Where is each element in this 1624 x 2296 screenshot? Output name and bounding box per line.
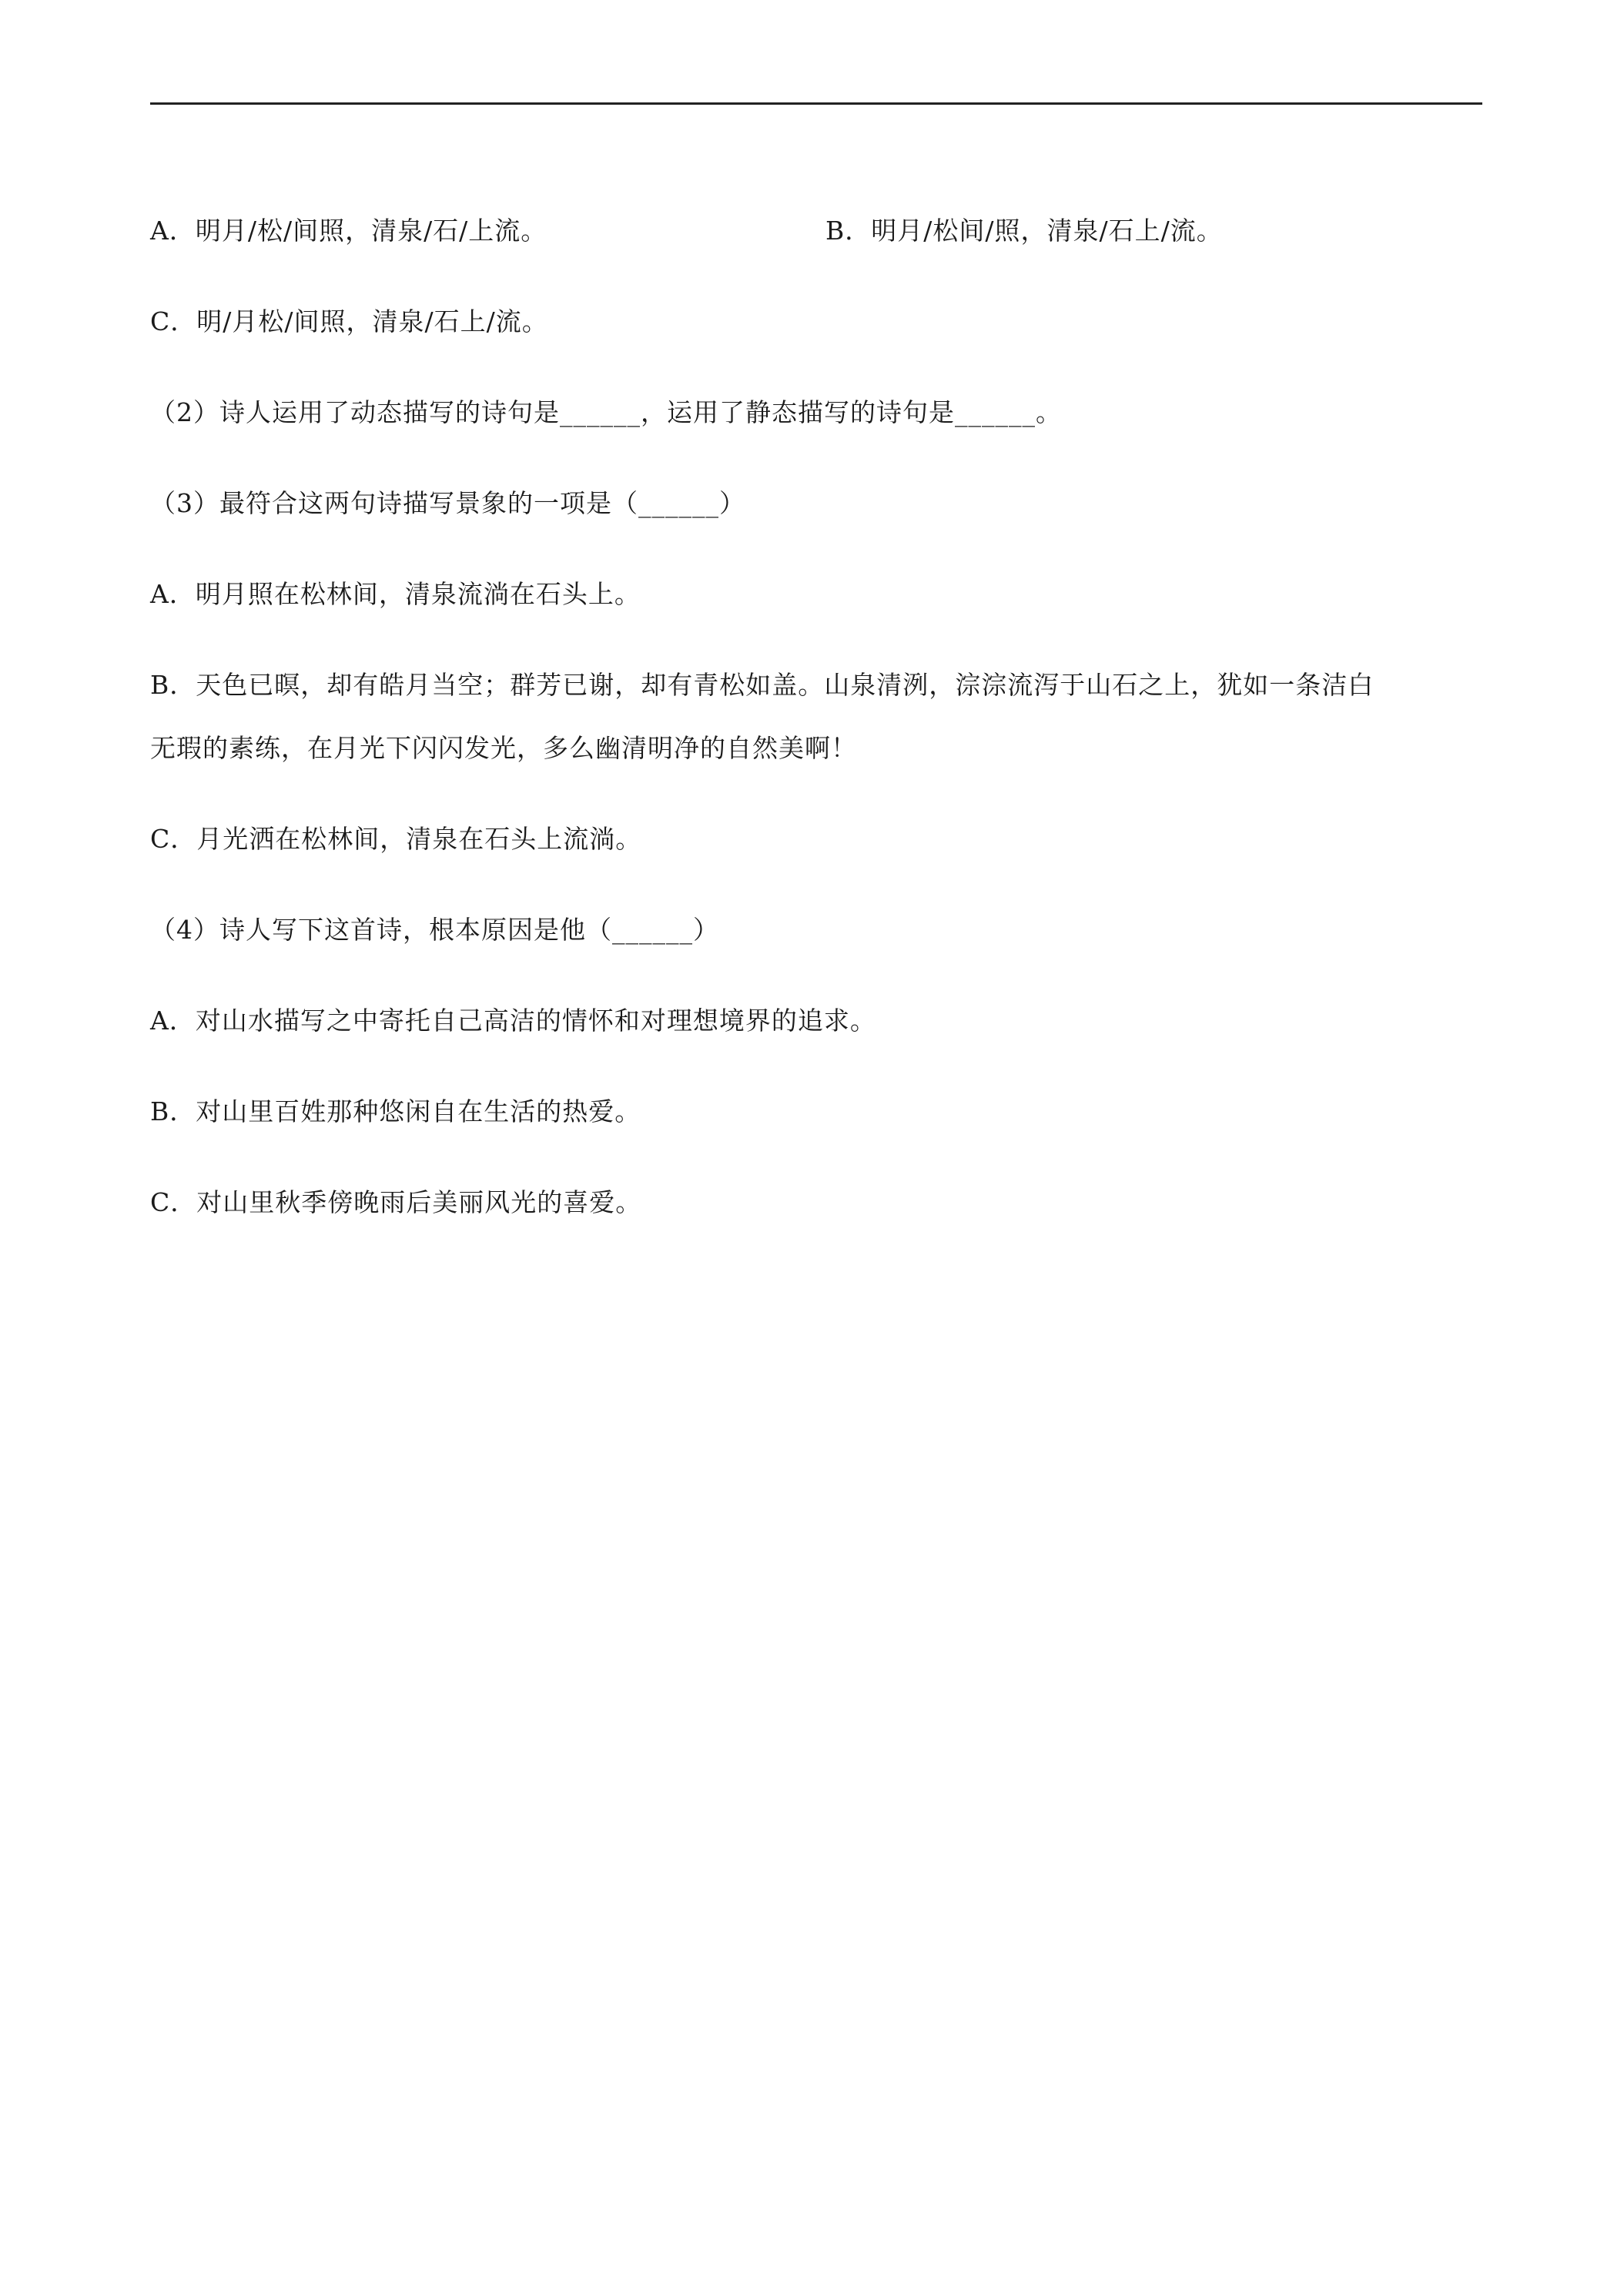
q3-option-b-line2: 无瑕的素练，在月光下闪闪发光，多么幽清明净的自然美啊！ [150,733,857,763]
q3-option-b-line1: B．天色已暝，却有皓月当空；群芳已谢，却有青松如盖。山泉清洌，淙淙流泻于山石之上，犹如一条洁白 [150,670,1375,700]
q3-question: （3）最符合这两句诗描写景象的一项是（______） [150,488,745,518]
q3-option-c: C．月光洒在松林间，清泉在石头上流淌。 [150,824,642,854]
q4-option-b: B．对山里百姓那种悠闲自在生活的热爱。 [150,1096,641,1126]
q2-question: （2）诗人运用了动态描写的诗句是______，运用了静态描写的诗句是______。 [150,397,1062,427]
q1-option-a: A．明月/松/间照，清泉/石/上流。 [150,216,547,246]
q3-option-a: A．明月照在松林间，清泉流淌在石头上。 [150,579,641,609]
q4-question: （4）诗人写下这首诗，根本原因是他（______） [150,915,719,945]
q1-option-b: B．明月/松间/照，清泉/石上/流。 [825,216,1223,246]
header-rule [150,102,1482,105]
q4-option-a: A．对山水描写之中寄托自己高洁的情怀和对理想境界的追求。 [150,1006,876,1036]
q1-option-c: C．明/月松/间照，清泉/石上/流。 [150,306,548,336]
q4-option-c: C．对山里秋季傍晚雨后美丽风光的喜爱。 [150,1187,642,1217]
